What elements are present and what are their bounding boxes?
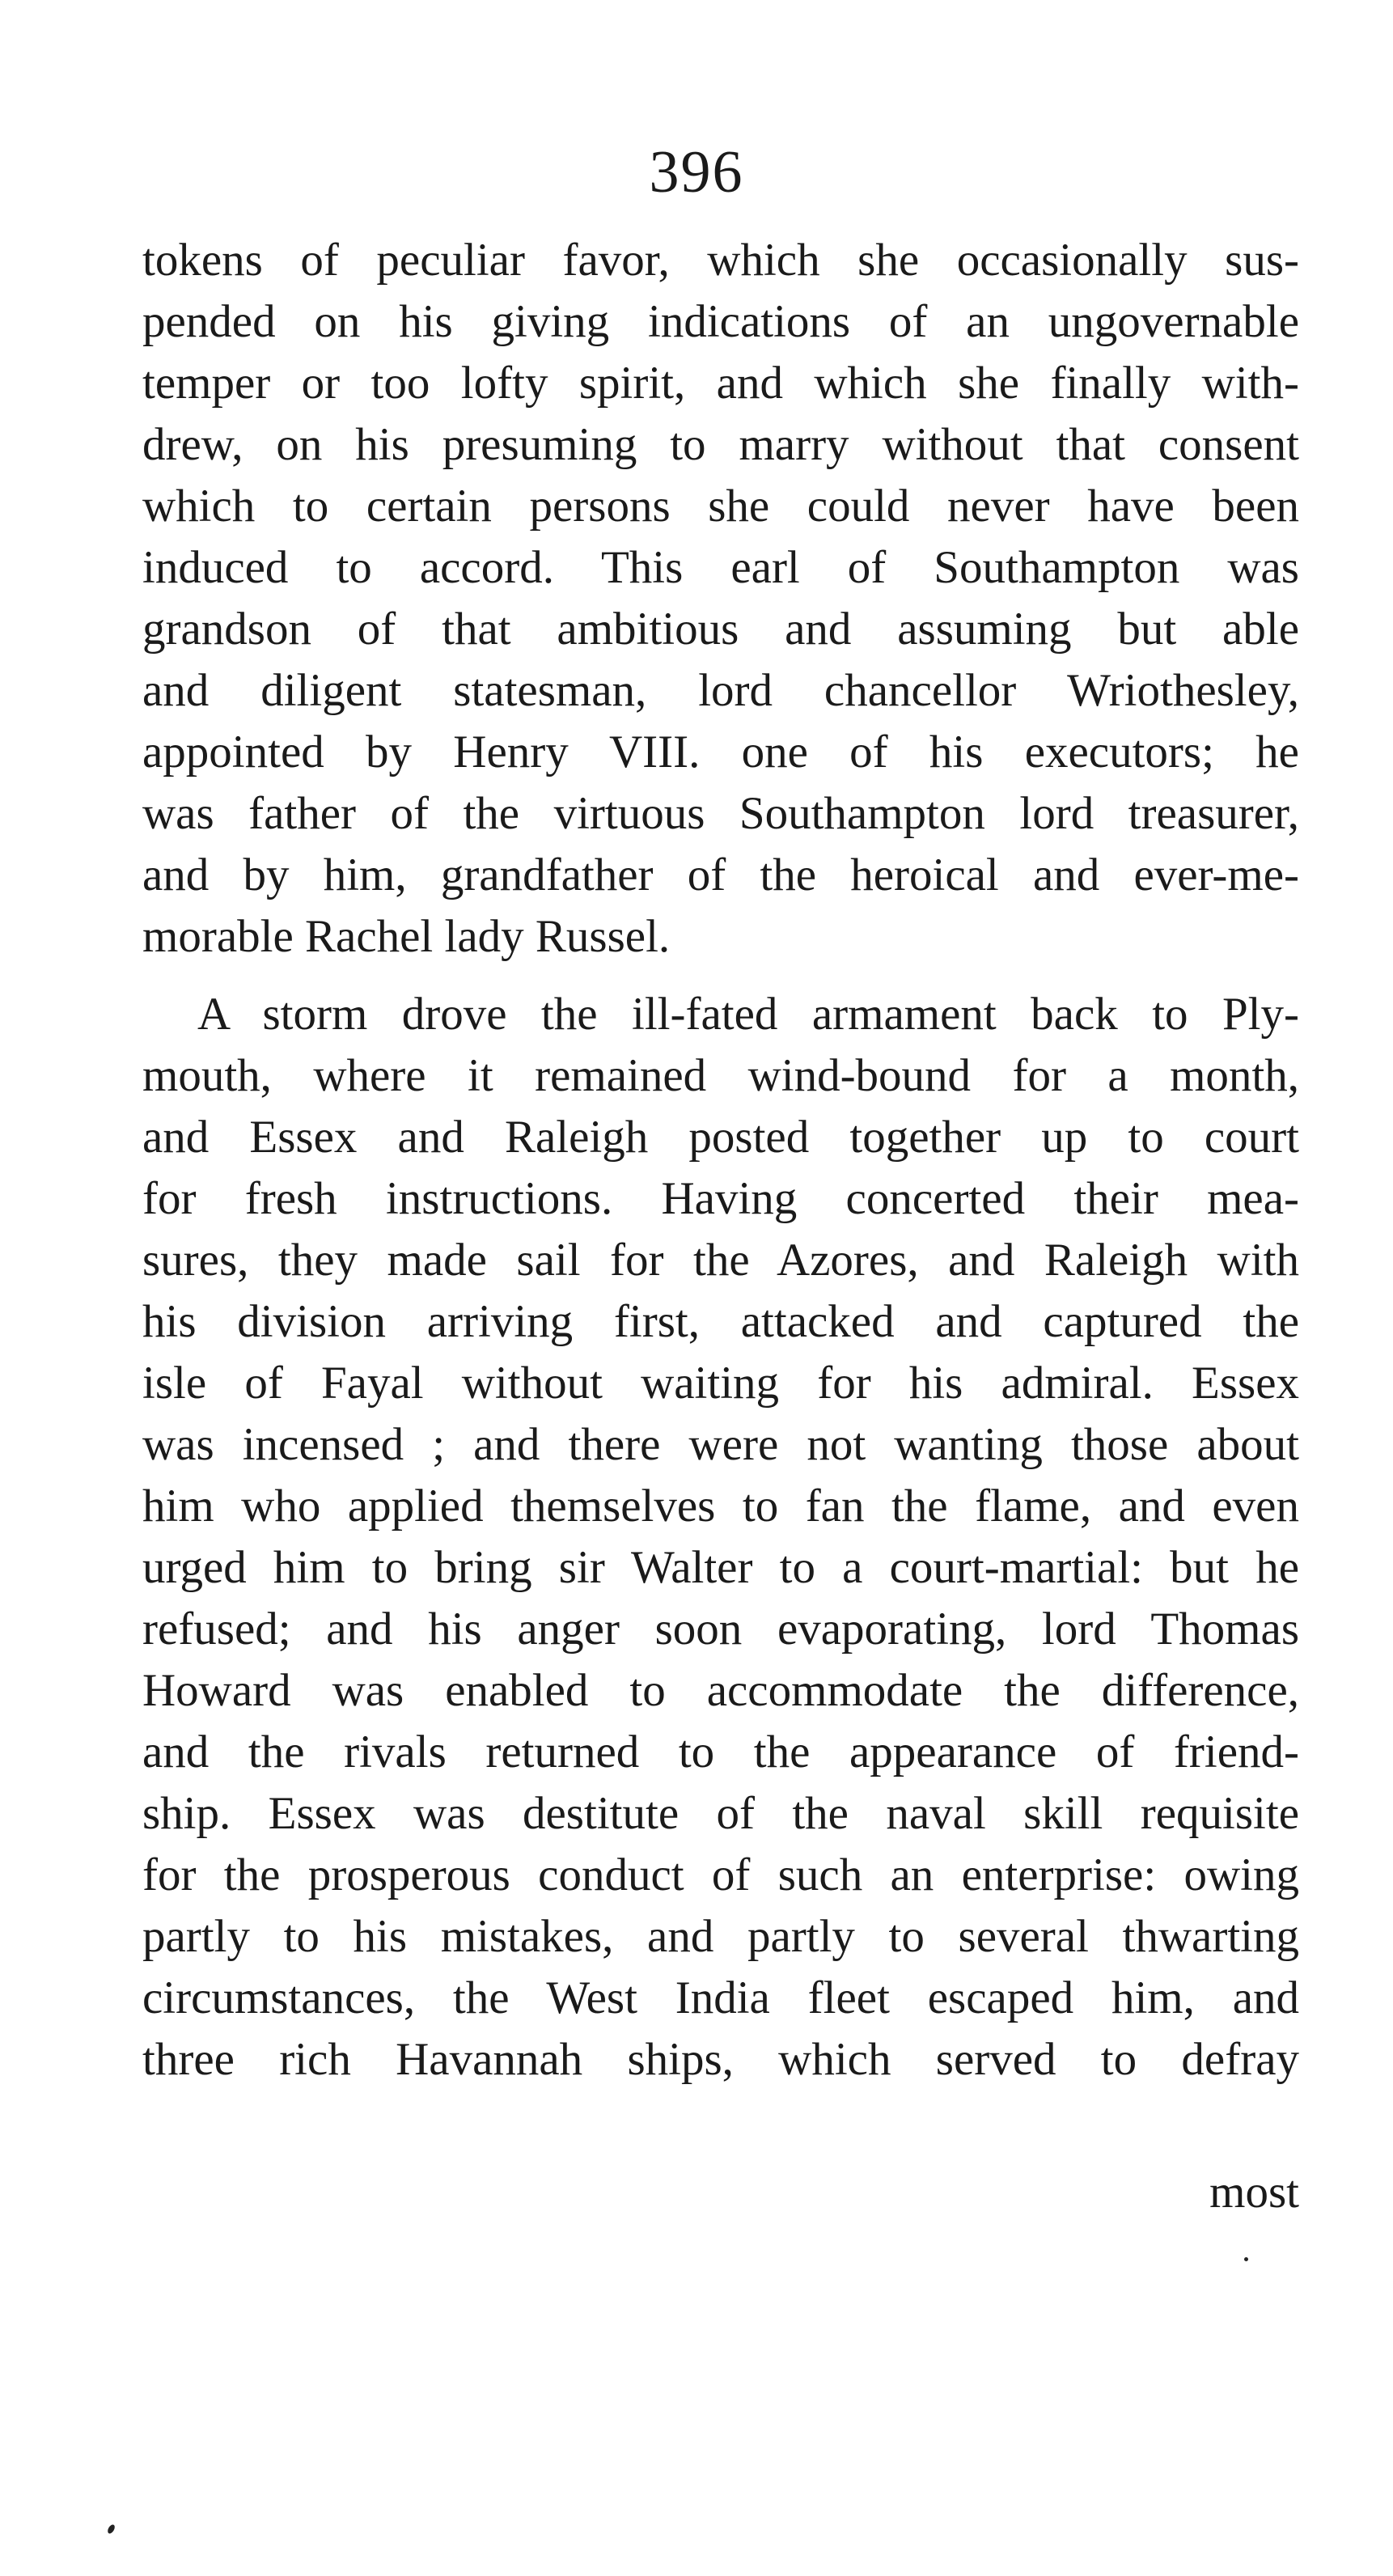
text-line: appointed by Henry VIII. one of his executors; he bbox=[142, 727, 1299, 777]
text-line: induced to accord. This earl of Southampton was bbox=[142, 542, 1299, 593]
text-line: drew, on his presuming to marry without that consent bbox=[142, 419, 1299, 470]
catchword: most bbox=[1209, 2167, 1299, 2218]
text-line: mouth, where it remained wind-bound for a month, bbox=[142, 1050, 1299, 1101]
text-line: circumstances, the West India fleet escaped him, and bbox=[142, 1972, 1299, 2023]
text-line: tokens of peculiar favor, which she occasionally sus- bbox=[142, 235, 1299, 286]
text-line: his division arriving first, attacked and captured the bbox=[142, 1296, 1299, 1347]
text-line: sures, they made sail for the Azores, and Raleigh with bbox=[142, 1235, 1299, 1286]
page-number: 396 bbox=[649, 139, 744, 205]
text-line: and the rivals returned to the appearance of friend- bbox=[142, 1727, 1299, 1777]
text-line: him who applied themselves to fan the flame, and even bbox=[142, 1481, 1299, 1532]
text-line: partly to his mistakes, and partly to several thwarting bbox=[142, 1911, 1299, 1962]
ink-speck bbox=[1244, 2257, 1248, 2261]
text-line: temper or too lofty spirit, and which she finally with- bbox=[142, 358, 1299, 409]
ink-mark bbox=[106, 2523, 116, 2535]
text-line: grandson of that ambitious and assuming but able bbox=[142, 604, 1299, 655]
text-line: for fresh instructions. Having concerted their mea- bbox=[142, 1173, 1299, 1224]
text-line: was incensed ; and there were not wanting those about bbox=[142, 1419, 1299, 1470]
text-line: pended on his giving indications of an ungovernable bbox=[142, 296, 1299, 347]
text-line: urged him to bring sir Walter to a court-martial: but he bbox=[142, 1542, 1299, 1593]
text-line: which to certain persons she could never have been bbox=[142, 481, 1299, 532]
text-line: and Essex and Raleigh posted together up to court bbox=[142, 1112, 1299, 1163]
text-line: for the prosperous conduct of such an enterprise: owing bbox=[142, 1849, 1299, 1900]
paragraph-first-line: A storm drove the ill-fated armament back to Ply- bbox=[197, 989, 1299, 1040]
text-line: isle of Fayal without waiting for his admiral. Essex bbox=[142, 1358, 1299, 1409]
text-line: refused; and his anger soon evaporating, lord Thomas bbox=[142, 1604, 1299, 1654]
text-line: and by him, grandfather of the heroical and ever-me- bbox=[142, 849, 1299, 900]
text-line: Howard was enabled to accommodate the difference, bbox=[142, 1665, 1299, 1716]
text-line: three rich Havannah ships, which served to defray bbox=[142, 2034, 1299, 2085]
text-line: morable Rachel lady Russel. bbox=[142, 911, 671, 962]
text-line: was father of the virtuous Southampton lord treasurer, bbox=[142, 788, 1299, 839]
text-line: ship. Essex was destitute of the naval skill requisite bbox=[142, 1788, 1299, 1839]
text-line: and diligent statesman, lord chancellor Wriothesley, bbox=[142, 665, 1299, 716]
